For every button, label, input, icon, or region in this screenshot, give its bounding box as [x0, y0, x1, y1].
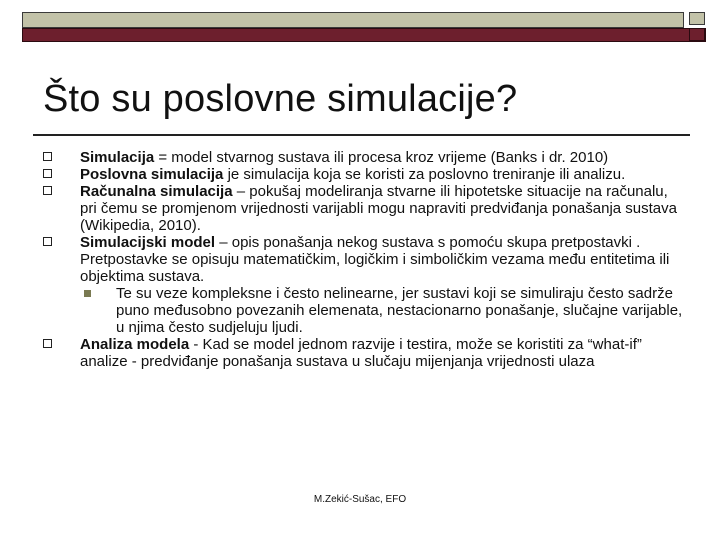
header-accent-bar — [22, 28, 706, 42]
corner-square-icon — [689, 12, 705, 25]
bullet-item — [43, 166, 688, 183]
bullet-item — [43, 234, 688, 336]
filled-square-bullet-icon — [84, 290, 91, 297]
bullet-term: Simulacijski model — [80, 234, 216, 251]
bullet-term: Poslovna simulacija — [80, 166, 224, 183]
hollow-square-bullet-icon — [43, 186, 52, 195]
bullet-text: - Kad se model jednom razvije i testira, može se koristiti za “what-if” analize - predviđanje ponašanja sustava u slučaju mijenjanja vrijednosti ulaza — [80, 336, 642, 370]
bullet-term: Simulacija — [80, 149, 155, 166]
bullet-item — [43, 336, 688, 370]
sub-bullet-list — [80, 285, 688, 336]
corner-square-icon — [689, 28, 705, 41]
footer-credit: M.Zekić-Sušac, EFO — [313, 494, 407, 505]
title-divider — [33, 134, 690, 136]
hollow-square-bullet-icon — [43, 237, 52, 246]
sub-bullet-item — [80, 285, 688, 336]
bullet-item — [43, 149, 688, 166]
bullet-term: Računalna simulacija — [80, 183, 233, 200]
bullet-term: Analiza modela — [80, 336, 190, 353]
bullet-text: – pokušaj modeliranja stvarne ili hipotetske situacije na računalu, pri čemu se promjenom vrijednosti varijabli mogu napraviti predviđanja ponašanja sustava (Wikipedia, 2010). — [80, 183, 677, 234]
sub-bullet-text: Te su veze kompleksne i često nelinearne, jer sustavi koji se simuliraju često sadrže puno međusobno povezanih elemenata, nestacionarno ponašanje, slučajne varijable, u njima često sudjeluju ljudi. — [116, 285, 683, 336]
bullet-text: je simulacija koja se koristi za poslovno treniranje ili analizu. — [223, 166, 626, 183]
bullet-text: = model stvarnog sustava ili procesa kroz vrijeme (Banks i dr. 2010) — [154, 149, 609, 166]
slide-title: Što su poslovne simulacije? — [43, 78, 518, 120]
hollow-square-bullet-icon — [43, 169, 52, 178]
hollow-square-bullet-icon — [43, 152, 52, 161]
bullet-list — [43, 149, 688, 370]
hollow-square-bullet-icon — [43, 339, 52, 348]
bullet-text: – opis ponašanja nekog sustava s pomoću skupa pretpostavki . Pretpostavke se opisuju matematičkim, logičkim i simboličkim vezama među entitetima ili objektima sustava. — [80, 234, 670, 285]
bullet-item — [43, 183, 688, 234]
header-decor-bar — [22, 12, 684, 28]
